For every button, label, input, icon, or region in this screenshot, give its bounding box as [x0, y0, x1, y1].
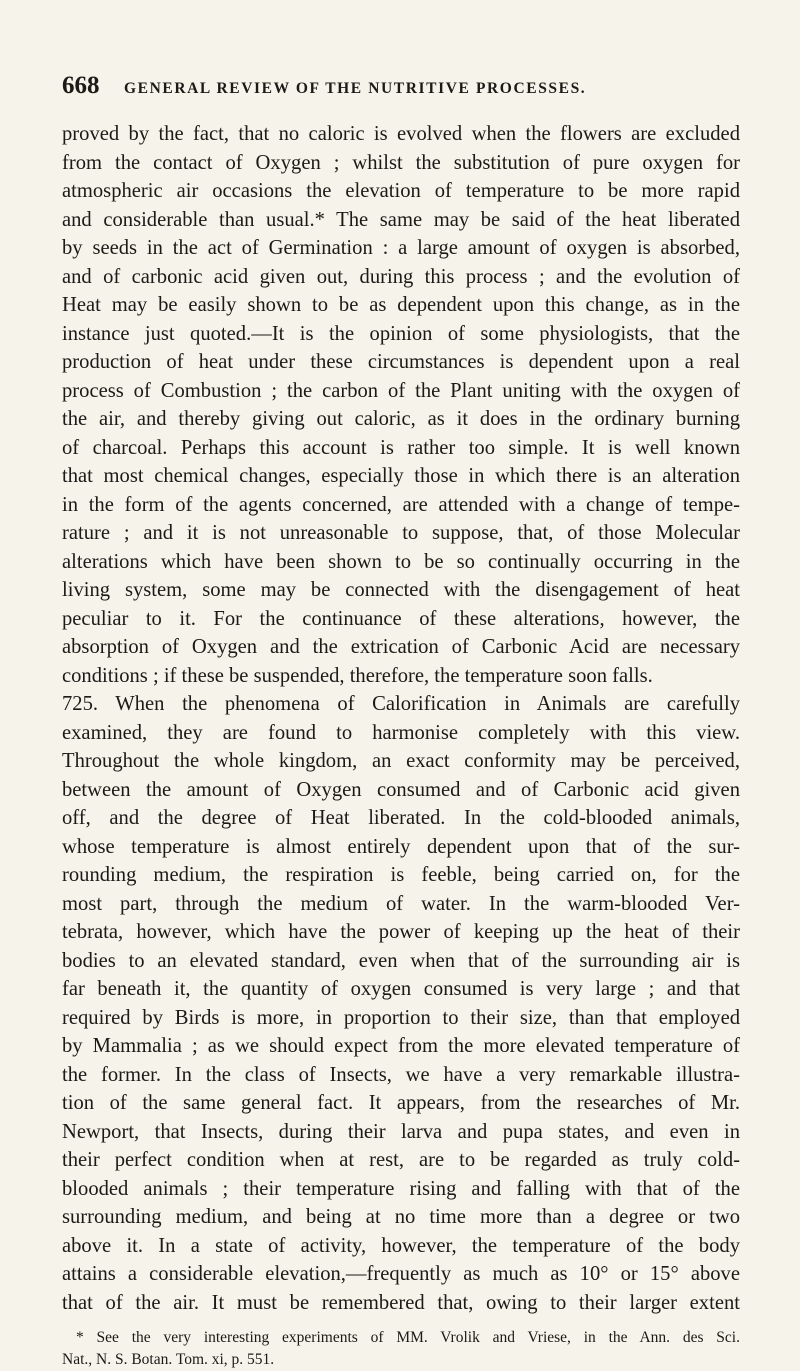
body-line: conditions ; if these be suspended, therefore, the temperature soon falls.	[62, 664, 653, 687]
body-line: peculiar to it. For the continuance of these alterations, however, the	[62, 607, 740, 630]
body-line: atmospheric air occasions the elevation of temperature to be more rapid	[62, 180, 740, 202]
body-line: tebrata, however, which have the power of keeping up the heat of their	[62, 921, 740, 943]
body-line: examined, they are found to harmonise completely with this view.	[62, 721, 740, 744]
body-line: living system, some may be connected with the disengagement of heat	[62, 579, 740, 601]
body-line: proved by the fact, that no caloric is evolved when the flowers are excluded	[62, 123, 740, 145]
body-line: bodies to an elevated standard, even when that of the surrounding air is	[62, 949, 740, 972]
body-line: tion of the same general fact. It appears, from the researches of Mr.	[62, 1092, 740, 1114]
body-line: the air, and thereby giving out caloric, as it does in the ordinary burning	[62, 408, 740, 430]
body-line: their perfect condition when at rest, are to be regarded as truly cold-	[62, 1149, 740, 1171]
body-line: Newport, that Insects, during their larva and pupa states, and even in	[62, 1120, 740, 1143]
body-line: rature ; and it is not unreasonable to suppose, that, of those Molecular	[62, 522, 740, 544]
body-line: that of the air. It must be remembered that, owing to their larger extent	[62, 1291, 740, 1314]
running-title: GENERAL REVIEW OF THE NUTRITIVE PROCESSES.	[124, 80, 587, 97]
section-725-line: 725. When the phenomena of Calorification in Animals are carefully	[62, 693, 740, 715]
body-line: attains a considerable elevation,—frequently as much as 10° or 15° above	[62, 1263, 740, 1285]
body-line: by Mammalia ; as we should expect from the more elevated temperature of	[62, 1035, 740, 1057]
body-line: by seeds in the act of Germination : a large amount of oxygen is absorbed,	[62, 237, 740, 259]
body-line: blooded animals ; their temperature rising and falling with that of the	[62, 1177, 740, 1200]
body-line: Throughout the whole kingdom, an exact conformity may be perceived,	[62, 750, 740, 772]
body-line: of charcoal. Perhaps this account is rather too simple. It is well known	[62, 436, 740, 459]
footnote	[62, 1327, 740, 1371]
body-line: from the contact of Oxygen ; whilst the substitution of pure oxygen for	[62, 151, 740, 174]
body-line: that most chemical changes, especially those in which there is an alteration	[62, 465, 740, 487]
body-line: between the amount of Oxygen consumed and of Carbonic acid given	[62, 778, 740, 801]
page-number: 668	[62, 72, 100, 99]
body-line: instance just quoted.—It is the opinion of some physiologists, that the	[62, 322, 740, 345]
book-page	[62, 72, 740, 1371]
body-line: most part, through the medium of water. In the warm-blooded Ver-	[62, 892, 740, 915]
body-line: in the form of the agents concerned, are attended with a change of tempe-	[62, 493, 740, 516]
body-line: the former. In the class of Insects, we have a very remarkable illustra-	[62, 1063, 740, 1086]
body-text	[62, 120, 740, 1317]
body-line: alterations which have been shown to be so continually occurring in the	[62, 550, 740, 573]
footnote-line: Nat., N. S. Botan. Tom. xi, p. 551.	[62, 1351, 275, 1368]
body-line: production of heat under these circumstances is dependent upon a real	[62, 351, 740, 373]
body-line: surrounding medium, and being at no time more than a degree or two	[62, 1206, 740, 1228]
running-head	[62, 72, 740, 112]
body-line: whose temperature is almost entirely dependent upon that of the sur-	[62, 835, 740, 858]
body-line: and considerable than usual.* The same may be said of the heat liberated	[62, 208, 740, 231]
body-line: and of carbonic acid given out, during this process ; and the evolution of	[62, 265, 740, 288]
body-line: rounding medium, the respiration is feeble, being carried on, for the	[62, 864, 740, 886]
body-line: required by Birds is more, in proportion to their size, than that employed	[62, 1006, 740, 1029]
body-line: above it. In a state of activity, however, the temperature of the body	[62, 1234, 740, 1257]
body-line: off, and the degree of Heat liberated. In the cold-blooded animals,	[62, 807, 740, 829]
body-line: process of Combustion ; the carbon of the Plant uniting with the oxygen of	[62, 379, 740, 402]
footnote-line: * See the very interesting experiments of MM. Vrolik and Vriese, in the Ann. des Sci.	[76, 1329, 740, 1346]
body-line: far beneath it, the quantity of oxygen consumed is very large ; and that	[62, 978, 740, 1000]
body-line: absorption of Oxygen and the extrication of Carbonic Acid are necessary	[62, 636, 740, 658]
body-line: Heat may be easily shown to be as dependent upon this change, as in the	[62, 294, 740, 316]
